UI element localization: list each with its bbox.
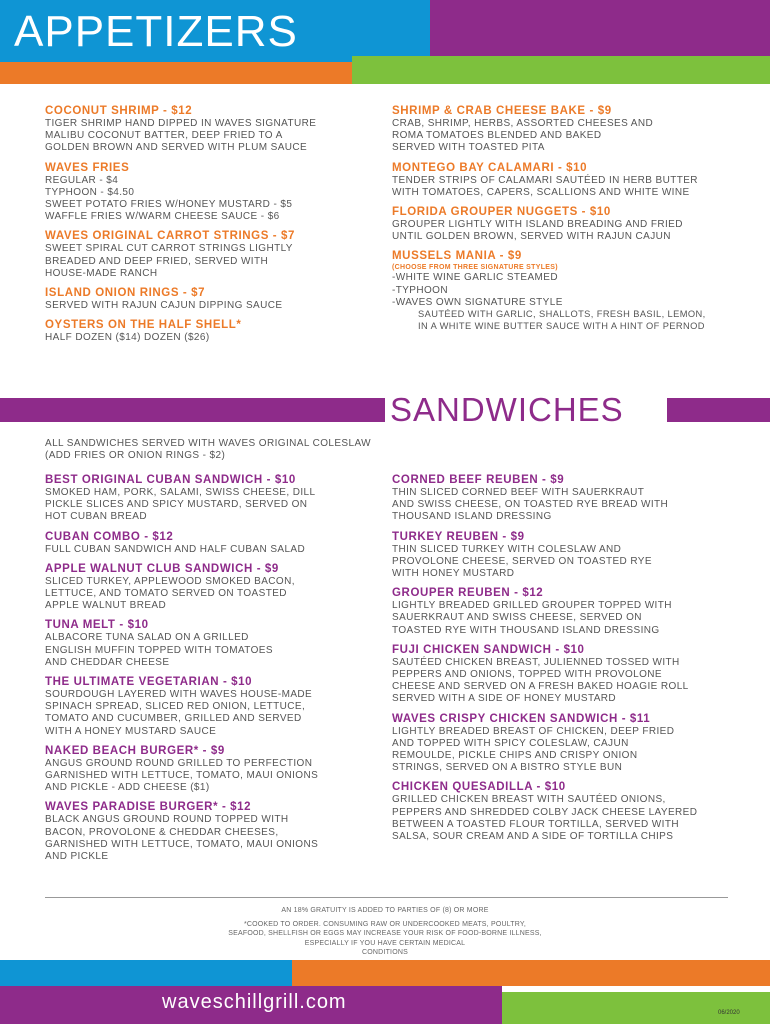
description-line: LIGHTLY BREADED BREAST OF CHICKEN, DEEP FRIED xyxy=(392,725,675,737)
menu-item-description xyxy=(45,300,375,312)
description-line: PROVOLONE CHEESE, SERVED ON TOASTED RYE xyxy=(392,555,652,567)
menu-item-description xyxy=(45,487,375,524)
menu-item-name: THE ULTIMATE VEGETARIAN - $10 xyxy=(45,676,253,689)
menu-item xyxy=(45,530,375,556)
description-line: TENDER STRIPS OF CALAMARI SAUTÉED IN HERB BUTTER xyxy=(392,174,698,186)
menu-item xyxy=(45,473,375,524)
menu-item-description xyxy=(45,243,375,280)
footnote xyxy=(160,906,610,958)
description-line: SAUTÉED CHICKEN BREAST, JULIENNED TOSSED WITH xyxy=(392,656,680,668)
menu-item-name: FUJI CHICKEN SANDWICH - $10 xyxy=(392,643,585,656)
description-line: SOURDOUGH LAYERED WITH WAVES HOUSE-MADE xyxy=(45,689,313,701)
appetizers-title: APPETIZERS xyxy=(14,7,298,56)
menu-item-name: ISLAND ONION RINGS - $7 xyxy=(45,287,206,300)
description-line: MALIBU COCONUT BATTER, DEEP FRIED TO A xyxy=(45,130,283,142)
menu-item-name: WAVES CRISPY CHICKEN SANDWICH - $11 xyxy=(392,712,651,725)
consumer-warning xyxy=(160,920,610,958)
sandwiches-right-column xyxy=(392,473,737,849)
description-line: HOT CUBAN BREAD xyxy=(45,511,147,523)
description-line: SERVED WITH A SIDE OF HONEY MUSTARD xyxy=(392,693,617,705)
description-line: ENGLISH MUFFIN TOPPED WITH TOMATOES xyxy=(45,644,273,656)
menu-item-description xyxy=(392,544,737,581)
description-line: BLACK ANGUS GROUND ROUND TOPPED WITH xyxy=(45,814,289,826)
mussels-styles xyxy=(392,272,737,309)
appetizers-right-items xyxy=(392,104,737,243)
menu-item-name: CHICKEN QUESADILLA - $10 xyxy=(392,781,566,794)
description-line: WITH TOMATOES, CAPERS, SCALLIONS AND WHITE WINE xyxy=(392,186,690,198)
menu-item xyxy=(392,780,737,843)
description-line: AND PICKLE xyxy=(45,851,109,863)
menu-item-name: BEST ORIGINAL CUBAN SANDWICH - $10 xyxy=(45,474,296,486)
description-line: SMOKED HAM, PORK, SALAMI, SWISS CHEESE, DILL xyxy=(45,487,316,498)
description-line: TOASTED RYE WITH THOUSAND ISLAND DRESSING xyxy=(392,624,660,636)
menu-item-description xyxy=(392,219,737,243)
menu-item-name: SHRIMP & CRAB CHEESE BAKE - $9 xyxy=(392,105,612,117)
menu-item xyxy=(392,205,737,243)
menu-item-name: WAVES FRIES xyxy=(45,161,130,174)
menu-item xyxy=(45,104,375,155)
menu-item-name: WAVES ORIGINAL CARROT STRINGS - $7 xyxy=(45,230,295,243)
description-line: GROUPER LIGHTLY WITH ISLAND BREADING AND FRIED xyxy=(392,219,683,231)
menu-item xyxy=(45,286,375,312)
mussels-style: -WHITE WINE GARLIC STEAMED xyxy=(392,272,558,284)
description-line: PEPPERS AND SHREDDED COLBY JACK CHEESE LAYERED xyxy=(392,806,698,818)
menu-item-description xyxy=(45,689,375,738)
menu-item-description xyxy=(392,600,737,637)
sandwiches-title: SANDWICHES xyxy=(390,391,624,428)
menu-item-name: CUBAN COMBO - $12 xyxy=(45,530,174,543)
menu-item-name: FLORIDA GROUPER NUGGETS - $10 xyxy=(392,206,611,219)
warning-line: SEAFOOD, SHELLFISH OR EGGS MAY INCREASE YOUR RISK OF FOOD-BORNE ILLNESS, xyxy=(228,930,542,937)
menu-item-name: OYSTERS ON THE HALF SHELL* xyxy=(45,319,242,332)
sandwiches-purple-bar xyxy=(667,398,770,422)
description-line: CRAB, SHRIMP, HERBS, ASSORTED CHEESES AND xyxy=(392,118,654,129)
description-line: UNTIL GOLDEN BROWN, SERVED WITH RAJUN CAJUN xyxy=(392,231,671,243)
menu-item-description xyxy=(45,814,375,863)
description-line: WAFFLE FRIES W/WARM CHEESE SAUCE - $6 xyxy=(45,211,280,223)
header-green-block xyxy=(352,56,770,84)
menu-item xyxy=(45,618,375,669)
description-line: SERVED WITH RAJUN CAJUN DIPPING SAUCE xyxy=(45,300,283,312)
description-line: ANGUS GROUND ROUND GRILLED TO PERFECTION xyxy=(45,757,313,769)
website-link[interactable]: waveschillgrill.com xyxy=(162,991,347,1013)
menu-item xyxy=(392,104,737,155)
description-line: TOMATO AND CUCUMBER, GRILLED AND SERVED xyxy=(45,713,302,725)
menu-item-name: TURKEY REUBEN - $9 xyxy=(392,530,525,543)
menu-item xyxy=(392,530,737,581)
menu-item xyxy=(392,473,737,524)
warning-line: ESPECIALLY IF YOU HAVE CERTAIN MEDICAL xyxy=(304,939,466,947)
menu-date: 06/2020 xyxy=(718,1010,740,1016)
menu-item xyxy=(45,562,375,613)
menu-item-description xyxy=(392,726,737,775)
description-line: TIGER SHRIMP HAND DIPPED IN WAVES SIGNATURE xyxy=(45,118,317,129)
description-line: BREADED AND DEEP FRIED, SERVED WITH xyxy=(45,255,269,267)
description-line: GOLDEN BROWN AND SERVED WITH PLUM SAUCE xyxy=(45,142,308,154)
appetizers-left-column xyxy=(45,104,375,350)
menu-item-name: GROUPER REUBEN - $12 xyxy=(392,587,544,600)
description-line: LIGHTLY BREADED GRILLED GROUPER TOPPED WITH xyxy=(392,600,672,612)
menu-item xyxy=(45,318,375,344)
sandwiches-purple-band xyxy=(0,398,385,422)
description-line: SAUTÉED WITH GARLIC, SHALLOTS, FRESH BASIL, LEMON, xyxy=(418,309,706,320)
description-line: BACON, PROVOLONE & CHEDDAR CHEESES, xyxy=(45,826,279,838)
mussels-style: -TYPHOON xyxy=(392,284,448,296)
menu-item-name: COCONUT SHRIMP - $12 xyxy=(45,105,193,117)
description-line: FULL CUBAN SANDWICH AND HALF CUBAN SALAD xyxy=(45,543,306,555)
menu-item-name: NAKED BEACH BURGER* - $9 xyxy=(45,744,225,757)
description-line: CHEESE AND SERVED ON A FRESH BAKED HOAGIE ROLL xyxy=(392,681,689,693)
description-line: SERVED WITH TOASTED PITA xyxy=(392,142,545,154)
description-line: SLICED TURKEY, APPLEWOOD SMOKED BACON, xyxy=(45,575,295,587)
description-line: HOUSE-MADE RANCH xyxy=(45,267,158,279)
menu-item-description xyxy=(45,576,375,613)
description-line: GRILLED CHICKEN BREAST WITH SAUTÉED ONIONS, xyxy=(392,794,666,806)
gratuity-note: AN 18% GRATUITY IS ADDED TO PARTIES OF (8) OR MORE xyxy=(281,907,489,914)
menu-item xyxy=(392,712,737,775)
description-line: THIN SLICED CORNED BEEF WITH SAUERKRAUT xyxy=(392,487,645,498)
description-line: LETTUCE, AND TOMATO SERVED ON TOASTED xyxy=(45,588,287,600)
menu-item xyxy=(392,586,737,637)
menu-item xyxy=(45,744,375,795)
menu-item xyxy=(392,643,737,706)
menu-item-description xyxy=(45,332,375,344)
description-line: AND SWISS CHEESE, ON TOASTED RYE BREAD WITH xyxy=(392,499,669,511)
description-line: BETWEEN A TOASTED FLOUR TORTILLA, SERVED WITH xyxy=(392,818,679,830)
description-line: WITH HONEY MUSTARD xyxy=(392,568,515,580)
menu-item-name: WAVES PARADISE BURGER* - $12 xyxy=(45,801,252,814)
menu-item-description xyxy=(392,118,737,155)
description-line: AND CHEDDAR CHEESE xyxy=(45,656,170,668)
menu-item-description xyxy=(45,758,375,795)
description-line: APPLE WALNUT BREAD xyxy=(45,600,167,612)
mussels-signature-description xyxy=(392,309,737,332)
menu-item-description xyxy=(45,118,375,155)
menu-item-name: CORNED BEEF REUBEN - $9 xyxy=(392,474,565,486)
menu-item-name: MONTEGO BAY CALAMARI - $10 xyxy=(392,161,588,174)
mussels-style: -WAVES OWN SIGNATURE STYLE xyxy=(392,296,563,308)
menu-item-mussels xyxy=(392,249,737,332)
footer-orange-block xyxy=(292,960,770,986)
description-line: ALBACORE TUNA SALAD ON A GRILLED xyxy=(45,632,249,644)
description-line: SAUERKRAUT AND SWISS CHEESE, SERVED ON xyxy=(392,612,642,624)
description-line: PICKLE SLICES AND SPICY MUSTARD, SERVED ON xyxy=(45,499,308,511)
description-line: TYPHOON - $4.50 xyxy=(45,186,135,198)
sandwiches-intro xyxy=(45,438,465,462)
mussels-note: (CHOOSE FROM THREE SIGNATURE STYLES) xyxy=(392,264,558,272)
menu-item-description xyxy=(392,657,737,706)
warning-line: CONDITIONS xyxy=(362,949,408,956)
description-line: IN A WHITE WINE BUTTER SAUCE WITH A HINT OF PERNOD xyxy=(418,320,705,331)
description-line: PEPPERS AND ONIONS, TOPPED WITH PROVOLONE xyxy=(392,669,662,681)
description-line: WITH A HONEY MUSTARD SAUCE xyxy=(45,725,217,737)
menu-item-name: APPLE WALNUT CLUB SANDWICH - $9 xyxy=(45,562,279,575)
description-line: SWEET SPIRAL CUT CARROT STRINGS LIGHTLY xyxy=(45,243,293,255)
description-line: STRINGS, SERVED ON A BISTRO STYLE BUN xyxy=(392,762,623,774)
description-line: GARNISHED WITH LETTUCE, TOMATO, MAUI ONIONS xyxy=(45,770,319,782)
footer-green-block xyxy=(502,992,770,1024)
description-line: SWEET POTATO FRIES W/HONEY MUSTARD - $5 xyxy=(45,199,293,211)
description-line: THIN SLICED TURKEY WITH COLESLAW AND xyxy=(392,543,622,555)
menu-item-description xyxy=(392,487,737,524)
menu-item xyxy=(45,675,375,738)
description-line: THOUSAND ISLAND DRESSING xyxy=(392,511,552,523)
description-line: ROMA TOMATOES BLENDED AND BAKED xyxy=(392,130,602,142)
footer-blue-block xyxy=(0,960,292,986)
menu-item xyxy=(45,800,375,863)
menu-item xyxy=(392,161,737,199)
footer-divider xyxy=(45,897,728,898)
header-purple-block xyxy=(430,0,770,56)
menu-item xyxy=(45,229,375,280)
intro-line: (ADD FRIES OR ONION RINGS - $2) xyxy=(45,450,226,462)
description-line: SPINACH SPREAD, SLICED RED ONION, LETTUCE, xyxy=(45,701,306,713)
sandwiches-left-column xyxy=(45,473,375,869)
intro-line: ALL SANDWICHES SERVED WITH WAVES ORIGINAL COLESLAW xyxy=(45,438,371,449)
menu-item-name: MUSSELS MANIA - $9 xyxy=(392,250,522,263)
description-line: REGULAR - $4 xyxy=(45,174,119,186)
warning-line: *COOKED TO ORDER. CONSUMING RAW OR UNDERCOOKED MEATS, POULTRY, xyxy=(243,920,527,928)
description-line: HALF DOZEN ($14) DOZEN ($26) xyxy=(45,332,210,344)
menu-item-name: TUNA MELT - $10 xyxy=(45,619,149,632)
appetizers-right-column xyxy=(392,104,737,338)
header-orange-block xyxy=(0,62,352,84)
menu-item-description xyxy=(45,544,375,556)
description-line: REMOULDE, PICKLE CHIPS AND CRISPY ONION xyxy=(392,750,638,762)
menu-item-description xyxy=(45,175,375,224)
menu-item-description xyxy=(392,175,737,199)
menu-item-description xyxy=(392,794,737,843)
description-line: AND TOPPED WITH SPICY COLESLAW, CAJUN xyxy=(392,737,629,749)
menu-item xyxy=(45,161,375,224)
menu-item-description xyxy=(45,632,375,669)
description-line: GARNISHED WITH LETTUCE, TOMATO, MAUI ONIONS xyxy=(45,838,319,850)
description-line: AND PICKLE - ADD CHEESE ($1) xyxy=(45,782,210,794)
description-line: SALSA, SOUR CREAM AND A SIDE OF TORTILLA CHIPS xyxy=(392,831,674,843)
